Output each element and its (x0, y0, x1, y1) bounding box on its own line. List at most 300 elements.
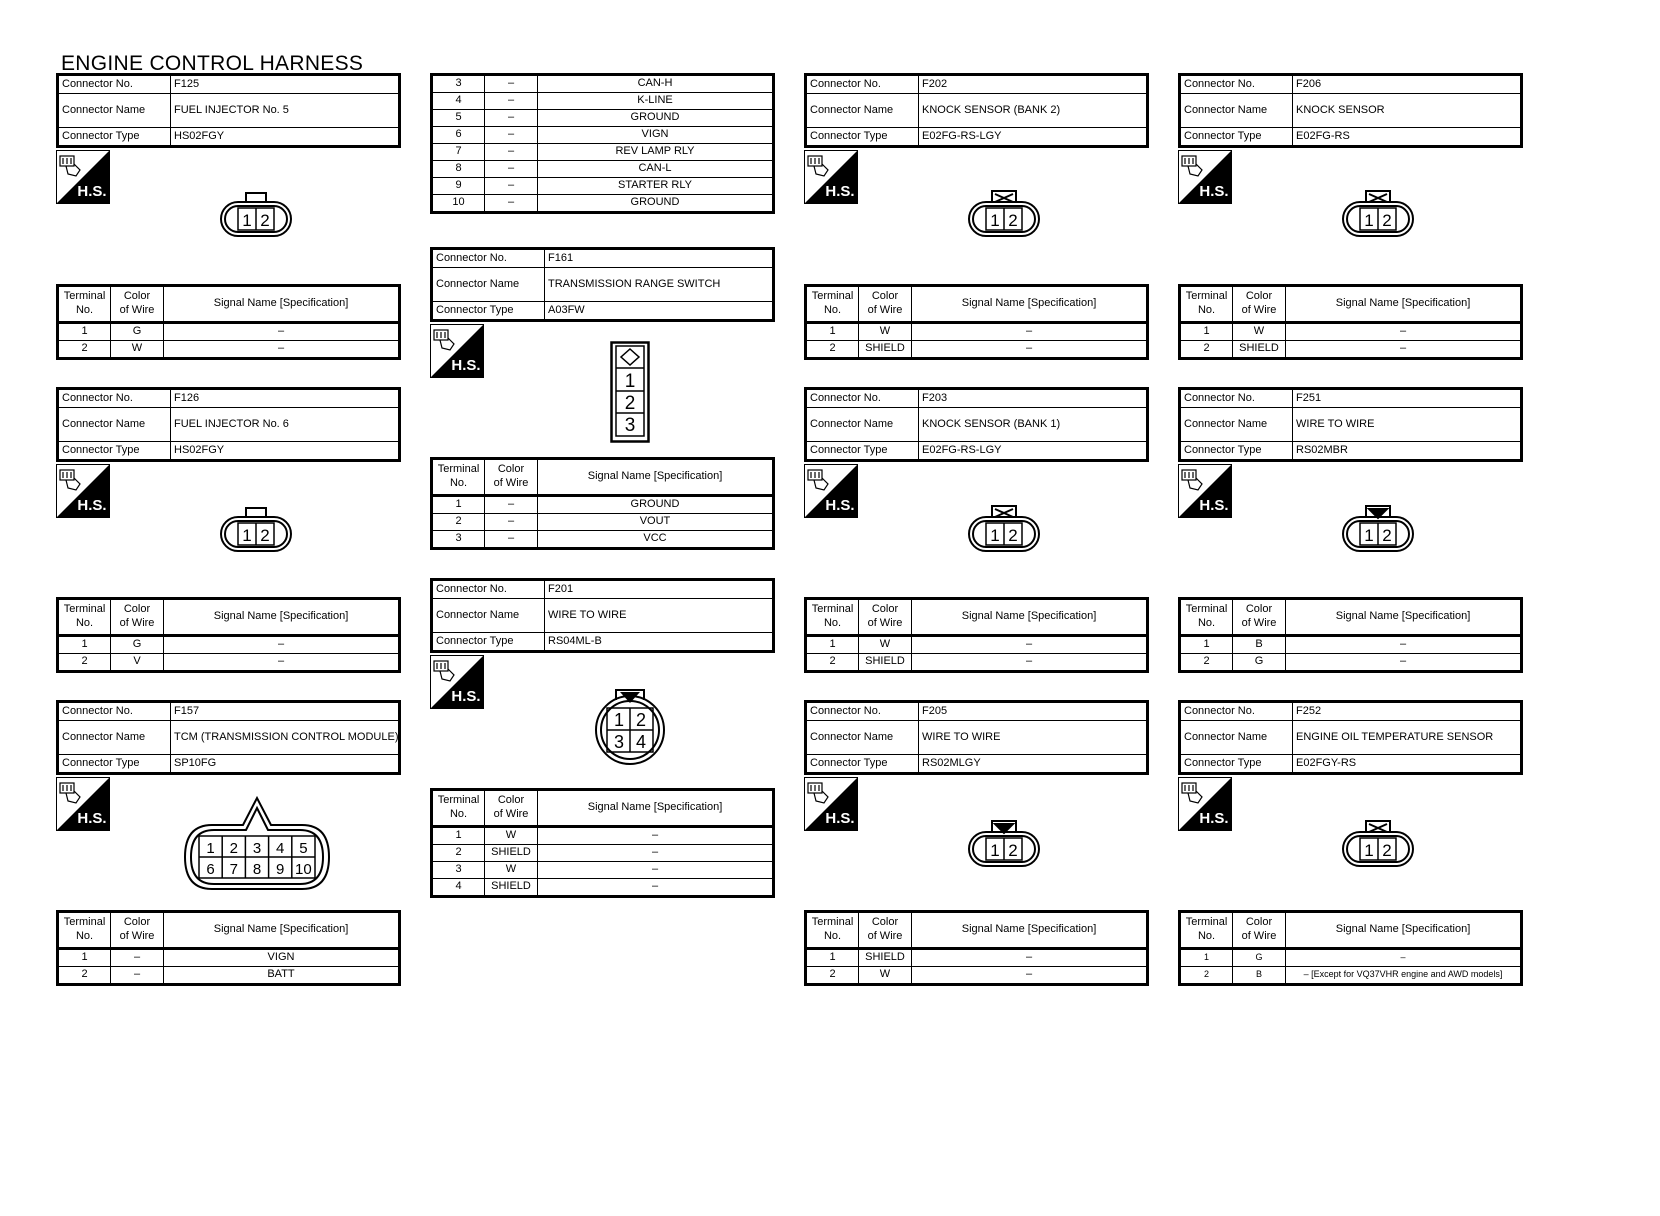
terminal-number: 2 (1180, 967, 1233, 985)
color-header-line1: Color (123, 290, 151, 303)
color-header (111, 286, 164, 323)
pin-1-label: 1 (1364, 526, 1374, 545)
wire-color: SHIELD (859, 341, 912, 359)
terminal-header-line1: Terminal (811, 603, 854, 616)
signal-name: – (912, 323, 1148, 341)
connector-type: HS02FGY (171, 128, 400, 147)
signal-name: VCC (538, 531, 774, 549)
connector-number: F202 (919, 75, 1148, 94)
connector-face-2pin (966, 818, 1042, 870)
color-header-line2: of Wire (867, 617, 903, 629)
connector-number-label: Connector No. (432, 249, 545, 268)
signal-header: Signal Name [Specification] (1286, 912, 1522, 949)
terminal-header-line2: No. (1197, 617, 1216, 629)
connector-name: FUEL INJECTOR No. 5 (171, 94, 400, 128)
terminal-header (1180, 912, 1233, 949)
terminal-number: 1 (58, 323, 111, 341)
terminal-number: 1 (432, 496, 485, 514)
connector-number-label: Connector No. (1180, 75, 1293, 94)
connector-number-label: Connector No. (1180, 702, 1293, 721)
color-header-line2: of Wire (119, 930, 155, 942)
table-row (1180, 341, 1522, 359)
color-header (111, 599, 164, 636)
terminal-header (58, 599, 111, 636)
pin-1-label: 1 (613, 710, 625, 730)
signal-table (804, 284, 1149, 360)
terminal-number: 7 (432, 144, 485, 161)
terminal-header-line1: Terminal (1185, 916, 1228, 929)
color-header-line2: of Wire (119, 617, 155, 629)
signal-header: Signal Name [Specification] (164, 599, 400, 636)
color-header (1233, 286, 1286, 323)
harness-side-icon (1178, 777, 1232, 831)
connector-info-table (430, 247, 775, 322)
table-row (58, 341, 400, 359)
connector-type-label: Connector Type (1180, 128, 1293, 147)
terminal-number: 1 (806, 636, 859, 654)
signal-header: Signal Name [Specification] (1286, 599, 1522, 636)
hs-label: H.S. (451, 357, 481, 374)
connector-name-label: Connector Name (58, 408, 171, 442)
pin-3-label: 3 (624, 415, 636, 436)
terminal-header (806, 599, 859, 636)
terminal-number: 1 (58, 949, 111, 967)
terminal-number: 4 (432, 879, 485, 897)
connector-type-label: Connector Type (58, 755, 171, 774)
connector-info-table (804, 73, 1149, 148)
terminal-header-line1: Terminal (63, 290, 106, 303)
harness-side-icon (430, 324, 484, 378)
table-row (432, 862, 774, 879)
harness-side-icon (804, 777, 858, 831)
connector-number: F157 (171, 702, 400, 721)
hs-label: H.S. (77, 810, 107, 827)
terminal-number: 1 (806, 949, 859, 967)
terminal-header-line1: Terminal (1185, 603, 1228, 616)
connector-type-label: Connector Type (432, 302, 545, 321)
signal-name: – (912, 654, 1148, 672)
color-header-line1: Color (1245, 290, 1273, 303)
table-row (1180, 654, 1522, 672)
connector-face-2pin (1340, 188, 1416, 240)
terminal-number: 1 (1180, 636, 1233, 654)
terminal-number: 1 (1180, 323, 1233, 341)
pin-1-label: 1 (990, 526, 1000, 545)
color-header-line2: of Wire (867, 930, 903, 942)
connector-type-label: Connector Type (432, 633, 545, 652)
wire-color: – (485, 75, 538, 93)
signal-name: – (538, 827, 774, 845)
wire-color: – (485, 144, 538, 161)
table-row (432, 879, 774, 897)
pin-7-label: 7 (229, 861, 238, 878)
table-row (432, 178, 774, 195)
wire-color: – (485, 178, 538, 195)
terminal-number: 2 (1180, 341, 1233, 359)
wire-color: – (485, 195, 538, 213)
hs-label: H.S. (451, 688, 481, 705)
signal-table (804, 597, 1149, 673)
harness-side-icon (56, 777, 110, 831)
hs-label: H.S. (77, 183, 107, 200)
connector-info-table (56, 73, 401, 148)
terminal-number: 1 (806, 323, 859, 341)
connector-number: F201 (545, 580, 774, 599)
terminal-header (58, 286, 111, 323)
lock-mark (621, 349, 639, 365)
signal-name: – (538, 862, 774, 879)
terminal-header-line2: No. (75, 930, 94, 942)
connector-number-label: Connector No. (432, 580, 545, 599)
terminal-number: 2 (58, 967, 111, 985)
signal-table (1178, 284, 1523, 360)
signal-name: VOUT (538, 514, 774, 531)
table-row (432, 827, 774, 845)
table-row (806, 967, 1148, 985)
hs-label: H.S. (825, 497, 855, 514)
wire-color: W (111, 341, 164, 359)
signal-name: – (912, 636, 1148, 654)
signal-name: – [Except for VQ37VHR engine and AWD models] (1286, 967, 1522, 985)
signal-header: Signal Name [Specification] (912, 912, 1148, 949)
table-row (806, 323, 1148, 341)
hs-label: H.S. (825, 183, 855, 200)
terminal-number: 2 (806, 341, 859, 359)
signal-name: – (1286, 949, 1522, 967)
connector-name: KNOCK SENSOR (1293, 94, 1522, 128)
harness-side-icon (1178, 150, 1232, 204)
connector-face-2pin (218, 503, 294, 555)
terminal-number: 10 (432, 195, 485, 213)
terminal-number: 3 (432, 75, 485, 93)
pin-9-label: 9 (276, 861, 285, 878)
signal-name: GROUND (538, 195, 774, 213)
harness-side-icon (430, 655, 484, 709)
harness-side-icon (56, 150, 110, 204)
connector-number: F126 (171, 389, 400, 408)
connector-type-label: Connector Type (1180, 755, 1293, 774)
terminal-header-line1: Terminal (811, 916, 854, 929)
table-row (432, 496, 774, 514)
signal-table (56, 597, 401, 673)
terminal-number: 2 (58, 341, 111, 359)
pin-1-label: 1 (624, 371, 636, 392)
table-row (432, 93, 774, 110)
color-header-line1: Color (497, 794, 525, 807)
connector-name-label: Connector Name (58, 94, 171, 128)
connector-type: E02FGY-RS (1293, 755, 1522, 774)
table-row (432, 110, 774, 127)
connector-type-label: Connector Type (1180, 442, 1293, 461)
signal-name: – (538, 845, 774, 862)
terminal-number: 5 (432, 110, 485, 127)
harness-side-icon (56, 464, 110, 518)
signal-table (1178, 910, 1523, 986)
terminal-header-line2: No. (823, 304, 842, 316)
color-header-line1: Color (871, 603, 899, 616)
signal-table (430, 73, 775, 214)
harness-side-icon (1178, 464, 1232, 518)
connector-number-label: Connector No. (806, 389, 919, 408)
connector-face-3pin (610, 341, 650, 443)
connector-number-label: Connector No. (58, 389, 171, 408)
terminal-header (1180, 599, 1233, 636)
table-row (1180, 949, 1522, 967)
pin-4-label: 4 (635, 732, 647, 752)
terminal-number: 3 (432, 531, 485, 549)
connector-type: RS02MLGY (919, 755, 1148, 774)
connector-number: F206 (1293, 75, 1522, 94)
color-header-line2: of Wire (867, 304, 903, 316)
connector-name-label: Connector Name (432, 268, 545, 302)
table-row (432, 75, 774, 93)
signal-name: – (164, 323, 400, 341)
signal-name: – (912, 949, 1148, 967)
signal-name: VIGN (164, 949, 400, 967)
terminal-number: 2 (432, 845, 485, 862)
color-header-line1: Color (123, 603, 151, 616)
color-header-line1: Color (871, 916, 899, 929)
connector-face-2pin (218, 188, 294, 240)
table-row (58, 967, 400, 985)
color-header (859, 599, 912, 636)
connector-info-table (804, 387, 1149, 462)
wire-color: W (859, 323, 912, 341)
signal-name: – (164, 636, 400, 654)
color-header-line2: of Wire (1241, 304, 1277, 316)
signal-name: – (164, 341, 400, 359)
pin-2-label: 2 (624, 393, 636, 414)
pin-1-label: 1 (206, 840, 215, 857)
table-row (1180, 967, 1522, 985)
harness-side-icon (804, 464, 858, 518)
hs-label: H.S. (825, 810, 855, 827)
pin-1-label: 1 (1364, 211, 1374, 230)
connector-name: TCM (TRANSMISSION CONTROL MODULE) (171, 721, 400, 755)
signal-name: – (538, 879, 774, 897)
wire-color: V (111, 654, 164, 672)
terminal-number: 1 (1180, 949, 1233, 967)
terminal-header-line2: No. (1197, 304, 1216, 316)
connector-type: A03FW (545, 302, 774, 321)
table-row (432, 161, 774, 178)
connector-type: SP10FG (171, 755, 400, 774)
pin-1-label: 1 (990, 841, 1000, 860)
pin-2-label: 2 (1008, 526, 1018, 545)
hs-label: H.S. (1199, 497, 1229, 514)
connector-type-label: Connector Type (58, 128, 171, 147)
connector-name-label: Connector Name (806, 94, 919, 128)
color-header (1233, 912, 1286, 949)
color-header (1233, 599, 1286, 636)
connector-number: F251 (1293, 389, 1522, 408)
connector-info-table (1178, 73, 1523, 148)
terminal-number: 6 (432, 127, 485, 144)
signal-name: – (1286, 323, 1522, 341)
signal-name: BATT (164, 967, 400, 985)
pin-10-label: 10 (295, 861, 312, 878)
color-header (859, 912, 912, 949)
table-row (432, 845, 774, 862)
color-header-line2: of Wire (493, 477, 529, 489)
table-row (432, 531, 774, 549)
connector-name-label: Connector Name (1180, 721, 1293, 755)
signal-header: Signal Name [Specification] (164, 286, 400, 323)
connector-type: E02FG-RS-LGY (919, 128, 1148, 147)
connector-number: F161 (545, 249, 774, 268)
color-header-line1: Color (1245, 603, 1273, 616)
connector-name: KNOCK SENSOR (BANK 2) (919, 94, 1148, 128)
connector-type-label: Connector Type (806, 755, 919, 774)
connector-name-label: Connector Name (432, 599, 545, 633)
connector-number-label: Connector No. (58, 75, 171, 94)
signal-name: STARTER RLY (538, 178, 774, 195)
connector-info-table (430, 578, 775, 653)
terminal-header (806, 286, 859, 323)
signal-name: – (1286, 654, 1522, 672)
hs-label: H.S. (1199, 810, 1229, 827)
connector-name: WIRE TO WIRE (1293, 408, 1522, 442)
pin-4-label: 4 (276, 840, 285, 857)
table-row (806, 654, 1148, 672)
terminal-header-line2: No. (1197, 930, 1216, 942)
table-row (58, 654, 400, 672)
connector-type-label: Connector Type (58, 442, 171, 461)
wire-color: G (111, 636, 164, 654)
connector-number: F203 (919, 389, 1148, 408)
pin-2-label: 2 (1008, 211, 1018, 230)
signal-name: GROUND (538, 496, 774, 514)
wire-color: – (485, 531, 538, 549)
color-header-line1: Color (871, 290, 899, 303)
pin-2-label: 2 (1382, 526, 1392, 545)
signal-header: Signal Name [Specification] (538, 459, 774, 496)
terminal-header-line2: No. (449, 808, 468, 820)
connector-name-label: Connector Name (58, 721, 171, 755)
signal-table (56, 910, 401, 986)
connector-info-table (56, 700, 401, 775)
color-header-line1: Color (1245, 916, 1273, 929)
terminal-number: 4 (432, 93, 485, 110)
connector-number-label: Connector No. (806, 702, 919, 721)
table-row (432, 514, 774, 531)
connector-number-label: Connector No. (806, 75, 919, 94)
signal-name: – (912, 967, 1148, 985)
signal-name: REV LAMP RLY (538, 144, 774, 161)
signal-name: CAN-L (538, 161, 774, 178)
connector-name: WIRE TO WIRE (545, 599, 774, 633)
table-row (432, 144, 774, 161)
pin-2-label: 2 (1008, 841, 1018, 860)
signal-header: Signal Name [Specification] (912, 599, 1148, 636)
wire-color: G (1233, 949, 1286, 967)
connector-name: KNOCK SENSOR (BANK 1) (919, 408, 1148, 442)
wire-color: – (111, 949, 164, 967)
terminal-header-line1: Terminal (811, 290, 854, 303)
wire-color: W (485, 827, 538, 845)
wire-color: – (485, 161, 538, 178)
terminal-number: 2 (806, 654, 859, 672)
wire-color: G (111, 323, 164, 341)
connector-type-label: Connector Type (806, 128, 919, 147)
wire-color: W (485, 862, 538, 879)
connector-face-2pin (1340, 503, 1416, 555)
terminal-header-line1: Terminal (437, 794, 480, 807)
wire-color: SHIELD (859, 654, 912, 672)
connector-info-table (56, 387, 401, 462)
wire-color: B (1233, 636, 1286, 654)
connector-name: FUEL INJECTOR No. 6 (171, 408, 400, 442)
pin-2-label: 2 (260, 211, 270, 230)
terminal-number: 3 (432, 862, 485, 879)
terminal-header-line1: Terminal (63, 603, 106, 616)
connector-face-2pin (1340, 818, 1416, 870)
connector-face-2pin (966, 503, 1042, 555)
terminal-header-line1: Terminal (63, 916, 106, 929)
wire-color: G (1233, 654, 1286, 672)
wire-color: W (859, 967, 912, 985)
wire-color: – (485, 127, 538, 144)
signal-name: – (1286, 636, 1522, 654)
connector-type: HS02FGY (171, 442, 400, 461)
connector-name-label: Connector Name (1180, 408, 1293, 442)
color-header (485, 790, 538, 827)
pin-2-label: 2 (260, 526, 270, 545)
pin-3-label: 3 (252, 840, 262, 857)
terminal-number: 2 (432, 514, 485, 531)
connector-info-table (1178, 387, 1523, 462)
wire-color: SHIELD (485, 845, 538, 862)
wire-color: SHIELD (859, 949, 912, 967)
terminal-header-line2: No. (75, 304, 94, 316)
signal-name: K-LINE (538, 93, 774, 110)
pin-2-label: 2 (1382, 841, 1392, 860)
pin-2-label: 2 (635, 710, 647, 730)
signal-table (56, 284, 401, 360)
harness-side-icon (804, 150, 858, 204)
signal-header: Signal Name [Specification] (164, 912, 400, 949)
wire-color: W (1233, 323, 1286, 341)
wire-color: B (1233, 967, 1286, 985)
terminal-number: 1 (58, 636, 111, 654)
connector-name-label: Connector Name (806, 721, 919, 755)
wire-color: SHIELD (1233, 341, 1286, 359)
table-row (806, 341, 1148, 359)
color-header (485, 459, 538, 496)
terminal-header-line1: Terminal (1185, 290, 1228, 303)
connector-type: E02FG-RS (1293, 128, 1522, 147)
pin-6-label: 6 (206, 861, 215, 878)
signal-header: Signal Name [Specification] (538, 790, 774, 827)
color-header-line1: Color (497, 463, 525, 476)
terminal-header-line2: No. (823, 617, 842, 629)
color-header-line1: Color (123, 916, 151, 929)
connector-type: RS02MBR (1293, 442, 1522, 461)
signal-table (804, 910, 1149, 986)
table-row (432, 195, 774, 213)
connector-number-label: Connector No. (58, 702, 171, 721)
terminal-header (58, 912, 111, 949)
connector-name-label: Connector Name (1180, 94, 1293, 128)
connector-number: F205 (919, 702, 1148, 721)
signal-name: GROUND (538, 110, 774, 127)
color-header (111, 912, 164, 949)
signal-name: – (912, 341, 1148, 359)
signal-table (1178, 597, 1523, 673)
pin-2-label: 2 (229, 840, 238, 857)
hs-label: H.S. (77, 497, 107, 514)
signal-name: – (164, 654, 400, 672)
